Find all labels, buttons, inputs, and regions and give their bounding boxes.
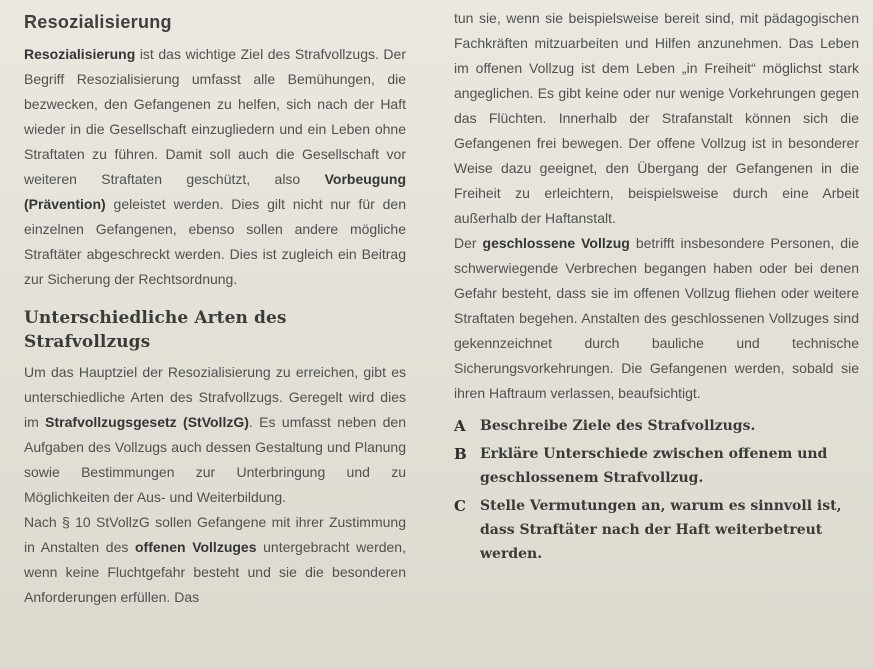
task-item — [454, 494, 859, 566]
paragraph-text: geleistet werden. Dies gilt nicht nur für den einzelnen Gefangenen, ebenso sollen andere mögliche Straftäter abgeschreckt werden. Dies ist zugleich ein Beitrag zur Sicherung der Rechtsordnung. — [24, 196, 406, 287]
task-text: Stelle Vermutungen an, warum es sinnvoll ist, dass Straftäter nach der Haft weiterbetreut werden. — [480, 498, 842, 562]
paragraph-offener-vollzug — [24, 510, 406, 610]
paragraph-resozialisierung — [24, 42, 406, 292]
paragraph-text: betrifft insbesondere Personen, die schwerwiegende Verbrechen begangen haben oder bei denen Gefahr besteht, dass sie im offenen Vollzug fliehen oder weitere Straftaten begehen. Anstalten des geschlossenen Vollzuges sind gekennzeichnet durch bauliche und technische Sicherungsvorkehrungen. Die Gefangenen werden, sobald sie ihren Haftraum verlassen, beaufsichtigt. — [454, 235, 859, 401]
bold-term-geschlossener-vollzug: geschlossene Vollzug — [482, 235, 630, 251]
task-item — [454, 442, 859, 490]
task-letter: B — [454, 445, 467, 463]
bold-term-resozialisierung: Resozialisierung — [24, 46, 136, 62]
paragraph-text: tun sie, wenn sie beispielsweise bereit sind, mit pädagogischen Fachkräften mitzuarbeiten und Hilfen anzunehmen. Das Leben im offenen Vollzug ist dem Leben „in Freiheit“ möglichst stark angeglichen. Es gibt keine oder nur wenige Vorkehrungen gegen das Flüchten. Innerhalb der Strafanstalt können sich die Gefangenen frei bewegen. Der offene Vollzug ist in besonderer Weise dazu geeignet, den Übergang der Gefangenen in die Freiheit zu erleichtern, beispielsweise durch eine Arbeit außerhalb der Haftanstalt. — [454, 10, 859, 226]
paragraph-offener-vollzug-continued — [454, 6, 859, 231]
task-list — [454, 414, 859, 566]
task-letter: A — [454, 417, 466, 435]
paragraph-geschlossener-vollzug — [454, 231, 859, 406]
task-text: Beschreibe Ziele des Strafvollzugs. — [480, 418, 756, 434]
paragraph-text: . Es umfasst neben den Aufgaben des Vollzugs auch dessen Gestaltung und Planung sowie Bestimmungen zur Unterbringung und zu Möglichkeiten der Aus- und Weiterbildung. — [24, 414, 406, 505]
paragraph-arten — [24, 360, 406, 510]
right-column — [454, 6, 859, 570]
bold-term-vorbeugung: Vorbeugung (Prävention) — [24, 171, 406, 212]
task-letter: C — [454, 497, 466, 515]
section-heading-resozialisierung: Resozialisierung — [24, 12, 172, 32]
paragraph-text: Um das Hauptziel der Resozialisierung zu erreichen, gibt es unterschiedliche Arten des Strafvollzugs. Geregelt wird dies im — [24, 364, 406, 430]
paragraph-text: ist das wichtige Ziel des Strafvollzugs. Der Begriff Resozialisierung umfasst alle Bemühungen, die bezwecken, den Gefangenen zu helfen, sich nach der Haft wieder in die Gesellschaft einzugliedern und ein Leben ohne Straftaten zu führen. Damit soll auch die Gesellschaft vor weiteren Straftaten geschützt, also — [24, 46, 406, 187]
task-text: Erkläre Unterschiede zwischen offenem und geschlossenem Strafvollzug. — [480, 446, 828, 486]
bold-term-stvollzg: Strafvollzugsgesetz (StVollzG) — [45, 414, 249, 430]
paragraph-text: Der — [454, 235, 483, 251]
paragraph-text: untergebracht werden, wenn keine Fluchtgefahr besteht und sie die besonderen Anforderungen erfüllen. Das — [24, 539, 406, 605]
left-column — [24, 10, 406, 610]
task-item — [454, 414, 859, 438]
paragraph-text: Nach § 10 StVollzG sollen Gefangene mit ihrer Zustimmung in Anstalten des — [24, 514, 406, 555]
section-heading-arten: Unterschiedliche Arten des Strafvollzugs — [24, 308, 287, 352]
bold-term-offener-vollzug: offenen Vollzuges — [135, 539, 257, 555]
